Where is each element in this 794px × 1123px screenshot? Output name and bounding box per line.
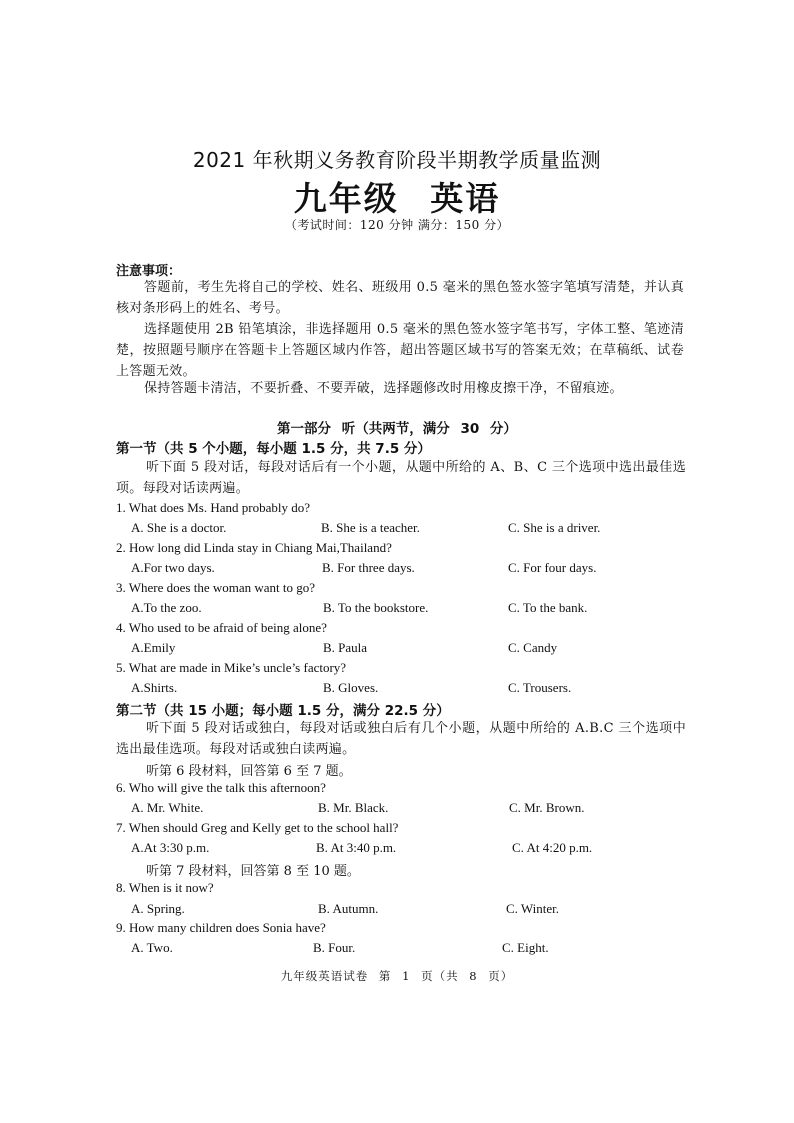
- q2-option-b: B. For three days.: [322, 560, 415, 575]
- q8-option-b: B. Autumn.: [318, 901, 379, 916]
- q1-option-a: A. She is a doctor.: [131, 520, 227, 535]
- question-5: 5. What are made in Mike’s uncle’s factory?: [116, 660, 347, 675]
- q9-option-b: B. Four.: [313, 940, 356, 955]
- notice-paragraph-2: 选择题使用 2B 铅笔填涂，非选择题用 0.5 毫米的黑色签水签字笔书写，字体工整、笔迹清楚，按照题号顺序在答题卡上答题区域内作答，超出答题区域书写的答案无效；在草稿纸、试卷上答题无效。: [116, 322, 684, 379]
- q6-option-a: A. Mr. White.: [131, 800, 204, 815]
- q3-option-a: A.To the zoo.: [131, 600, 202, 615]
- q6-option-c: C. Mr. Brown.: [509, 800, 585, 815]
- question-1: 1. What does Ms. Hand probably do?: [116, 500, 311, 515]
- q4-option-a: A.Emily: [131, 640, 176, 655]
- q3-option-b: B. To the bookstore.: [323, 600, 429, 615]
- q3-option-c: C. To the bank.: [508, 600, 588, 615]
- grade-subject-title: 九年级 英语: [293, 179, 501, 218]
- exam-info: （考试时间：120 分钟 满分：150 分）: [284, 218, 510, 232]
- material-6-instruction: 听第 6 段材料，回答第 6 至 7 题。: [146, 764, 352, 779]
- q2-option-a: A.For two days.: [131, 560, 215, 575]
- exam-title: 2021 年秋期义务教育阶段半期教学质量监测: [192, 148, 602, 172]
- section2-instructions: 听下面 5 段对话或独白，每段对话或独白后有几个小题，从题中所给的 A.B.C 三个选项中选出最佳选项。每段对话或独白读两遍。: [116, 721, 686, 757]
- q7-option-a: A.At 3:30 p.m.: [131, 840, 210, 855]
- question-8: 8. When is it now?: [116, 880, 214, 895]
- question-2: 2. How long did Linda stay in Chiang Mai,Thailand?: [116, 540, 392, 555]
- q9-option-a: A. Two.: [131, 940, 173, 955]
- q6-option-b: B. Mr. Black.: [318, 800, 389, 815]
- question-6: 6. Who will give the talk this afternoon?: [116, 780, 326, 795]
- q5-option-a: A.Shirts.: [131, 680, 178, 695]
- q5-option-c: C. Trousers.: [508, 680, 572, 695]
- q8-option-a: A. Spring.: [131, 901, 185, 916]
- q2-option-c: C. For four days.: [508, 560, 597, 575]
- material-7-instruction: 听第 7 段材料，回答第 8 至 10 题。: [146, 864, 360, 879]
- q7-option-c: C. At 4:20 p.m.: [512, 840, 593, 855]
- section2-heading: 第二节（共 15 小题；每小题 1.5 分，满分 22.5 分）: [116, 703, 450, 719]
- question-7: 7. When should Greg and Kelly get to the school hall?: [116, 820, 399, 835]
- section1-heading: 第一节（共 5 个小题，每小题 1.5 分，共 7.5 分）: [116, 441, 431, 457]
- notice-paragraph-3: 保持答题卡清洁，不要折叠、不要弄破，选择题修改时用橡皮擦干净，不留痕迹。: [144, 381, 623, 396]
- section1-instructions: 听下面 5 段对话，每段对话后有一个小题，从题中所给的 A、B、C 三个选项中选出最佳选项。每段对话读两遍。: [116, 460, 686, 496]
- q1-option-b: B. She is a teacher.: [321, 520, 420, 535]
- page-footer: 九年级英语试卷 第 1 页（共 8 页）: [280, 969, 514, 983]
- q4-option-b: B. Paula: [323, 640, 368, 655]
- notice-heading: 注意事项：: [116, 264, 182, 279]
- q8-option-c: C. Winter.: [506, 901, 560, 916]
- question-4: 4. Who used to be afraid of being alone?: [116, 620, 327, 635]
- q9-option-c: C. Eight.: [502, 940, 549, 955]
- notice-paragraph-1: 答题前，考生先将自己的学校、姓名、班级用 0.5 毫米的黑色签水签字笔填写清楚，并认真核对条形码上的姓名、考号。: [116, 280, 684, 316]
- part1-heading: 第一部分 听（共两节，满分 30 分）: [277, 421, 517, 437]
- q7-option-b: B. At 3:40 p.m.: [316, 840, 397, 855]
- question-9: 9. How many children does Sonia have?: [116, 920, 326, 935]
- q5-option-b: B. Gloves.: [323, 680, 379, 695]
- q1-option-c: C. She is a driver.: [508, 520, 601, 535]
- question-3: 3. Where does the woman want to go?: [116, 580, 316, 595]
- q4-option-c: C. Candy: [508, 640, 558, 655]
